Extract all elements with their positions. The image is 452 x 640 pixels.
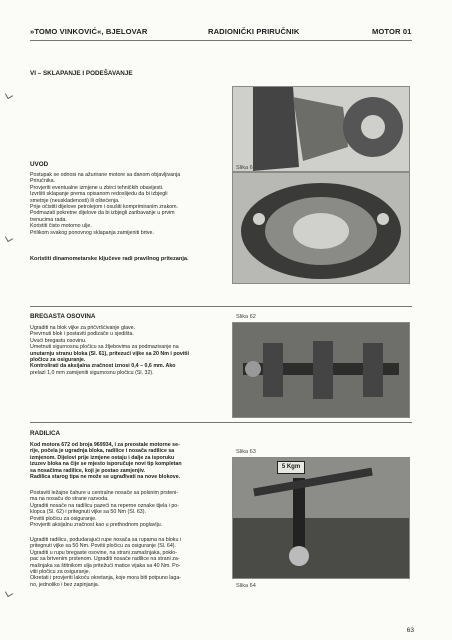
figure-63-photo xyxy=(232,457,410,579)
header-center: RADIONIČKI PRIRUČNIK xyxy=(208,27,300,36)
page-number: 63 xyxy=(406,627,414,634)
figure-61-caption: Slika 61 xyxy=(236,165,256,171)
bregasta-line: prelazi 1,0 mm zamijeniti sigurnosnu pločicu (Sl. 32). xyxy=(30,369,154,376)
radilica-line: Provjeriti aksijalnu zračnost kao u prethodnom poglavlju. xyxy=(30,522,163,529)
uvod-line: Priručnika. xyxy=(30,178,56,185)
shaft-and-clamp-drawing xyxy=(233,87,409,171)
bregasta-line: Kontrolirati da aksijalna zračnost iznosi 0,4 – 0,6 mm. Ako xyxy=(30,363,176,370)
section-title: VI – SKLAPANJE I PODEŠAVANJE xyxy=(30,70,133,77)
bregasta-line: Prevrnuti blok i postaviti podizače u sjedišta. xyxy=(30,331,134,338)
uvod-line: Izvršiti sklapanje prema opisanom redoslijedu da bi izbjegli xyxy=(30,191,168,198)
bregasta-line: pločicu za osiguranje. xyxy=(30,357,86,364)
uvod-line: smetnje (neuskladenosti) ili oštećenja. xyxy=(30,197,120,204)
radilica-title: RADILICA xyxy=(30,430,61,437)
radilica-line: Ugraditi u rupu bregaste osovine, na strani zamašnjaka, pokło- xyxy=(30,549,177,556)
uvod-note: Koristiti dinamometarske ključeve radi pravilnog pritezanja. xyxy=(30,256,189,262)
figure-63-caption: Slika 63 xyxy=(236,449,256,455)
radilica-notice-line: rije, počela je ugradnja bloka, radilice i nosača radilice sa xyxy=(30,448,175,455)
figure-62-caption: Slika 62 xyxy=(236,314,256,320)
margin-mark xyxy=(5,91,13,99)
radilica-notice-line: izuzev bloka na čije se mjesto isporučuje novi tip kompletan xyxy=(30,461,182,468)
radilica-line: ma na nosaču do strane razvoda. xyxy=(30,496,109,503)
radilica-notice-line: izmjenom. Dijelovi prije izmjene ostaju i dalje za isporuku xyxy=(30,454,175,461)
radilica-line: no, jednolikо i bez zapinjanja. xyxy=(30,581,100,588)
margin-mark xyxy=(5,234,13,242)
uvod-title: UVOD xyxy=(30,161,49,168)
radilica-line: Postaviti ležajne čahure u centralne nosače sa polsnim prsteni- xyxy=(30,490,179,496)
radilica-line: Ugraditi radilicu, podudarajući rupe nosača sa rupama na bloku i xyxy=(30,537,182,543)
section-rule xyxy=(30,306,412,307)
uvod-line: Prije očistiti dijelove petrolejom i osušiti komprimiranim zrakom. xyxy=(30,204,179,211)
uvod-line: trenucima rada. xyxy=(30,216,67,223)
bregasta-line: Ugraditi na blok vijke za pričvršćivanje glave. xyxy=(30,325,136,331)
figure-64-caption: Slika 64 xyxy=(236,583,256,589)
radilica-text-a xyxy=(30,490,232,528)
radilica-notice-line: sa nosačima radilice, koji je postao zamjenjiv. xyxy=(30,467,146,474)
figure-61-photo xyxy=(232,172,410,284)
radilica-line: vitii pločicu za osiguranje. xyxy=(30,569,91,576)
radilica-notice xyxy=(30,442,232,480)
radilica-notice-line: Kod motora 672 od broja 969934, i za preostale motorne se- xyxy=(30,442,180,448)
bregasta-title: BREGASTA OSOVINA xyxy=(30,313,96,320)
uvod-line: Koristiti čisto motorno ulje. xyxy=(30,223,92,230)
bregasta-text xyxy=(30,325,232,376)
radilica-text-b xyxy=(30,537,232,588)
bregasta-line: Umetnuti sigurnosnu pločicu sa žljebovima za podmazivanje na xyxy=(30,344,179,351)
radilica-notice-line: Radilica starog tipa ne može se ugrađivati na nove blokove. xyxy=(30,474,181,481)
uvod-line: Podmazati pokretne dijelove da bi izbjegli zaribavanje u prvim xyxy=(30,210,175,217)
crankshaft-plate-drawing xyxy=(233,173,409,283)
radilica-line: Okretati i provjeriti lakoću okretanja, koje mora biti potpuno laga- xyxy=(30,575,182,582)
radilica-line: pac sa brtvenim prstenom. Ugraditi nosače radilice na strani za- xyxy=(30,556,180,563)
figure-61-upper-photo xyxy=(232,86,410,172)
torque-wrench-drawing xyxy=(233,458,409,578)
radilica-line: pritegnuti vijke sa 50 Nm. Povitii pločicu za osiguranje (Sl. 64). xyxy=(30,543,177,550)
header-rule xyxy=(30,40,412,41)
uvod-line: Provjeriti eventualne izmjene u zbirci tehničkih obavijesti. xyxy=(30,184,164,191)
uvod-line: Postupak se odnosi na ažurirane motore sa danom objavljivanja xyxy=(30,172,181,178)
header-left: »TOMO VINKOVIĆ«, BJELOVAR xyxy=(30,27,148,36)
bregasta-line: unutarnju stranu bloka (Sl. 61), pritezući vijke sa 20 Nm i povitii xyxy=(30,350,189,357)
figure-62-photo xyxy=(232,322,410,418)
margin-mark xyxy=(5,589,13,597)
radilica-line: Povitii pločicu za osiguranje. xyxy=(30,515,97,522)
bregasta-line: Uvući bregastu osovinu. xyxy=(30,337,87,344)
header-right: MOTOR 01 xyxy=(372,27,412,36)
uvod-text xyxy=(30,172,230,236)
uvod-line: Prilikom svakog ponovnog sklapanja zamijeniti brtve. xyxy=(30,229,154,236)
torque-label: 5 Kgm xyxy=(277,461,305,474)
section-rule xyxy=(30,422,412,423)
radilica-line: Ugraditi nosače na radilicu pazeći na reperne oznake tijela i po- xyxy=(30,502,179,509)
crankshaft-drawing xyxy=(233,323,409,417)
radilica-line: mašnjaka sa štitnikom ulja pritežući matice vijaka sa 40 Nm. Po- xyxy=(30,562,181,569)
radilica-line: klopca (Sl. 62) i pritegnuti vijke sa 50 Nm (Sl. 63). xyxy=(30,509,146,516)
